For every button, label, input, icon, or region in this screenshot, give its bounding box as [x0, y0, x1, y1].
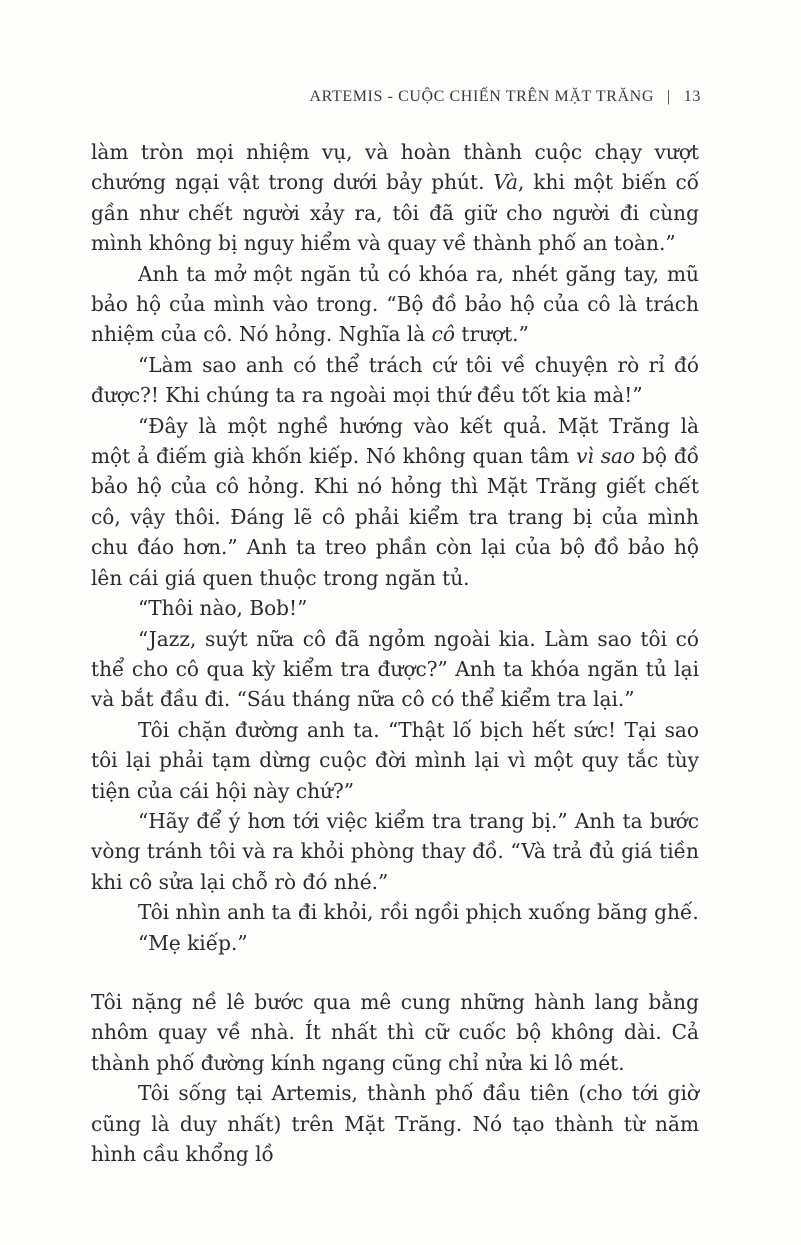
paragraph: “Mẹ kiếp.”	[138, 930, 248, 955]
paragraph: “Hãy để ý hơn tới việc kiểm tra trang bị.” Anh ta bước vòng tránh tôi và ra khỏi phòng thay đồ. “Và trả đủ giá tiền khi cô sửa lại chỗ rò đó nhé.”	[91, 808, 699, 894]
paragraph: làm tròn mọi nhiệm vụ, và hoàn thành cuộc chạy vượt chướng ngại vật trong dưới bảy phút. Và, khi một biến cố gần như chết người xảy ra, tôi đã giữ cho người đi cùng mình không bị nguy hiểm và quay về thành phố an toàn.”	[91, 140, 699, 256]
paragraph: Tôi nặng nề lê bước qua mê cung những hành lang bằng nhôm quay về nhà. Ít nhất thì cữ cuốc bộ không dài. Cả thành phố đường kính ngang cũng chỉ nửa ki lô mét.	[91, 990, 699, 1075]
header-separator: |	[666, 88, 671, 105]
section-1-text	[91, 137, 699, 958]
paragraph: “Jazz, suýt nữa cô đã ngỏm ngoài kia. Làm sao tôi có thể cho cô qua kỳ kiểm tra được?” Anh ta khóa ngăn tủ lại và bắt đầu đi. “Sáu tháng nữa cô có thể kiểm tra lại.”	[91, 626, 699, 712]
page-number: 13	[683, 88, 701, 105]
paragraph: Anh ta mở một ngăn tủ có khóa ra, nhét găng tay, mũ bảo hộ của mình vào trong. “Bộ đồ bảo hộ của cô là trách nhiệm của cô. Nó hỏng. Nghĩa là cô trượt.”	[91, 261, 699, 347]
paragraph: “Thôi nào, Bob!”	[138, 596, 308, 621]
paragraph: “Đây là một nghề hướng vào kết quả. Mặt Trăng là một ả điếm già khốn kiếp. Nó không quan tâm vì sao bộ đồ bảo hộ của cô hỏng. Khi nó hỏng thì Mặt Trăng giết chết cô, vậy thôi. Đáng lẽ cô phải kiểm tra trang bị của mình chu đáo hơn.” Anh ta treo phần còn lại của bộ đồ bảo hộ lên cái giá quen thuộc trong ngăn tủ.	[91, 413, 699, 590]
paragraph: Tôi sống tại Artemis, thành phố đầu tiên (cho tới giờ cũng là duy nhất) trên Mặt Trăng. Nó tạo thành từ năm hình cầu khổng lồ	[91, 1081, 699, 1167]
running-header	[309, 88, 701, 106]
paragraph: Tôi chặn đường anh ta. “Thật lố bịch hết sức! Tại sao tôi lại phải tạm dừng cuộc đời mình lại vì một quy tắc tùy tiện của cái hội này chứ?”	[91, 717, 699, 803]
section-2-text	[91, 987, 699, 1169]
paragraph: Tôi nhìn anh ta đi khỏi, rồi ngồi phịch xuống băng ghế.	[138, 900, 699, 925]
running-title: ARTEMIS - CUỘC CHIẾN TRÊN MẶT TRĂNG	[309, 88, 654, 105]
paragraph: “Làm sao anh có thể trách cứ tôi về chuyện rò rỉ đó được?! Khi chúng ta ra ngoài mọi thứ đều tốt kia mà!”	[91, 352, 699, 408]
